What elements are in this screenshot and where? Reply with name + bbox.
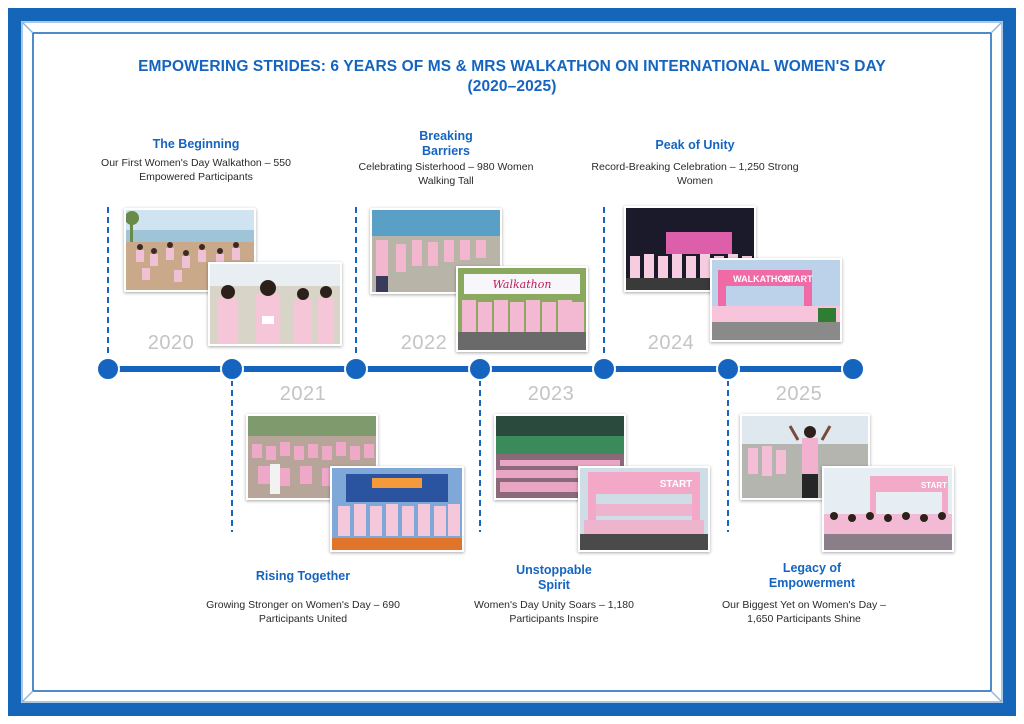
photo-2025-start-gate: [822, 466, 954, 552]
event-2024-year: 2024: [647, 332, 695, 354]
photo-2021-stage: [330, 466, 464, 552]
event-2025-year: 2025: [775, 383, 823, 405]
photo-2024-start-gate: [710, 258, 842, 342]
photo-2022-walkathon-banner: [456, 266, 588, 352]
event-2023-description: Women's Day Unity Soars – 1,180 Participants Inspire: [474, 599, 634, 625]
event-2021-description: Growing Stronger on Women's Day – 690 Participants United: [206, 599, 400, 625]
event-2023-title: Unstoppable Spirit: [516, 563, 592, 592]
event-2021-year: 2021: [279, 383, 327, 405]
event-2022-year: 2022: [400, 332, 448, 354]
event-2020-description: Our First Women's Day Walkathon – 550 Empowered Participants: [101, 157, 291, 183]
event-2023-year: 2023: [527, 383, 575, 405]
event-2025-description: Our Biggest Yet on Women's Day – 1,650 Participants Shine: [721, 599, 887, 625]
photo-2020-runners: [208, 262, 342, 346]
event-2024-title: Peak of Unity: [655, 138, 735, 152]
photo-2025-banner-text: START: [920, 481, 948, 490]
event-2024-description: Record-Breaking Celebration – 1,250 Strong Women: [591, 161, 799, 187]
event-2022-title: Breaking Barriers: [419, 129, 473, 158]
photo-2024-sign-text: START: [783, 274, 813, 284]
photo-2023-start-line: [578, 466, 710, 552]
photo-2023-banner-text: START: [659, 479, 693, 490]
photo-2022-banner-text: Walkathon: [492, 278, 552, 291]
page-title: EMPOWERING STRIDES: 6 YEARS OF MS & MRS WALKATHON ON INTERNATIONAL WOMEN'S DAY (2020–2025): [138, 58, 886, 95]
event-2021-title: Rising Together: [255, 569, 351, 583]
event-2020-year: 2020: [147, 332, 195, 354]
event-2022-description: Celebrating Sisterhood – 980 Women Walking Tall: [358, 161, 534, 187]
photo-2024-banner-text: WALKATHON: [733, 274, 791, 284]
event-2025-title: Legacy of Empowerment: [768, 561, 856, 590]
event-2020-title: The Beginning: [152, 137, 240, 151]
